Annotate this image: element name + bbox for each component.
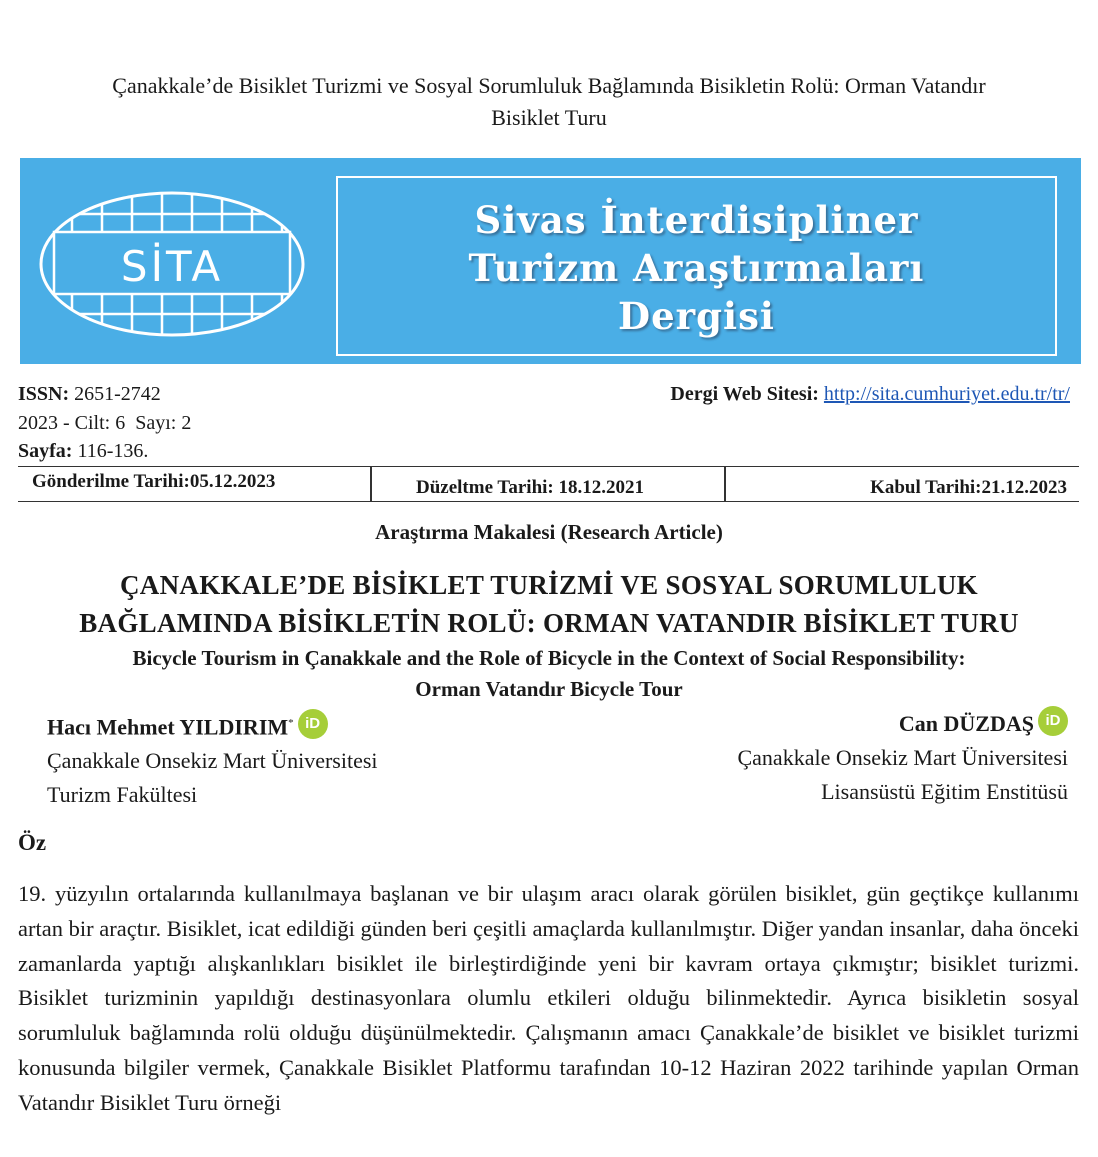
author-2-name-line — [737, 706, 1068, 741]
issn-value: 2651-2742 — [74, 383, 161, 405]
abstract-text: 19. yüzyılın ortalarında kullanılmaya başlanan ve bir ulaşım aracı olarak görülen bisiklet, gün geçtikçe kullanımı artan bir araçtır. Bisiklet, icat edildiği günden beri çeşitli amaçlarda kullanılmıştır. Diğer yandan insanlar, daha önceki zamanlarda yaptığı alışkanlıkları bisiklet ile birleştirdiğinde yeni bir kavram ortaya çıkmıştır; bisiklet turizmi. Bisiklet turizminin yapıldığı destinasyonlara olumlu etkileri olduğu bilinmektedir. Ayrıca bisikletin sosyal sorumluluk bağlamında rolü olduğu düşünülmektedir. Çalışmanın amacı Çanakkale’de bisiklet ve bisiklet turizmi konusunda bilgiler vermek, Çanakkale Bisiklet Platformu tarafından 10-12 Haziran 2022 tarihinde yapılan Orman Vatandır Bisiklet Turu örneği — [18, 881, 1079, 1115]
title-english — [0, 643, 1098, 705]
accepted-date: Kabul Tarihi:21.12.2023 — [870, 477, 1067, 498]
journal-name-line-1: Sivas İnterdisipliner — [474, 198, 919, 242]
revised-date: Düzeltme Tarihi: 18.12.2021 — [416, 477, 644, 498]
author-1-name-line — [47, 706, 378, 744]
title-turkish-line-2: BAĞLAMINDA BİSİKLETİN ROLÜ: ORMAN VATANDIR BİSİKLET TURU — [79, 608, 1019, 638]
sita-logo — [38, 190, 306, 338]
author-2-affiliation-2: Lisansüstü Eğitim Enstitüsü — [821, 779, 1068, 804]
orcid-icon[interactable]: iD — [298, 709, 328, 739]
title-turkish-line-1: ÇANAKKALE’DE BİSİKLET TURİZMİ VE SOSYAL SORUMLULUK — [120, 570, 978, 600]
corresponding-mark: * — [288, 717, 294, 729]
author-2 — [737, 706, 1068, 809]
author-2-affiliation-1: Çanakkale Onsekiz Mart Üniversitesi — [737, 745, 1068, 770]
author-1-affiliation-2: Turizm Fakültesi — [47, 782, 198, 808]
website-label: Dergi Web Sitesi: — [670, 383, 819, 405]
dates-divider — [370, 467, 372, 501]
orcid-icon[interactable]: iD — [1038, 706, 1068, 736]
journal-name-line-2: Turizm Araştırmaları — [468, 246, 925, 290]
article-type: Araştırma Makalesi (Research Article) — [375, 520, 723, 544]
author-2-name: Can DÜZDAŞ — [898, 711, 1034, 736]
author-1-affiliation-1: Çanakkale Onsekiz Mart Üniversitesi — [47, 748, 378, 774]
title-english-line-1: Bicycle Tourism in Çanakkale and the Role of Bicycle in the Context of Social Responsibility: — [132, 646, 966, 670]
running-title-line-1: Çanakkale’de Bisiklet Turizmi ve Sosyal Sorumluluk Bağlamında Bisikletin Rolü: Orman Vatandır — [112, 73, 986, 98]
running-title — [0, 70, 1098, 134]
logo-text: SİTA — [120, 242, 224, 291]
author-1-name: Hacı Mehmet YILDIRIM — [47, 714, 289, 740]
volume-issue: 2023 - Cilt: 6 Sayı: 2 — [18, 412, 192, 434]
running-title-line-2: Bisiklet Turu — [491, 105, 607, 130]
title-english-line-2: Orman Vatandır Bicycle Tour — [415, 677, 683, 701]
pages-label: Sayfa: — [18, 440, 73, 462]
pages-value: 116-136. — [77, 440, 149, 462]
website-link[interactable]: http://sita.cumhuriyet.edu.tr/tr/ — [823, 383, 1070, 405]
pages-line — [18, 438, 148, 464]
journal-name-line-3: Dergisi — [618, 294, 775, 338]
abstract-heading: Öz — [18, 830, 47, 855]
issn-line — [18, 381, 161, 407]
issn-label: ISSN: — [18, 383, 70, 405]
dates-divider — [724, 467, 726, 501]
website-line — [670, 381, 1070, 407]
dates-table — [18, 466, 1079, 502]
submitted-date: Gönderilme Tarihi:05.12.2023 — [32, 471, 276, 492]
title-turkish — [0, 566, 1098, 642]
author-1 — [47, 706, 378, 812]
